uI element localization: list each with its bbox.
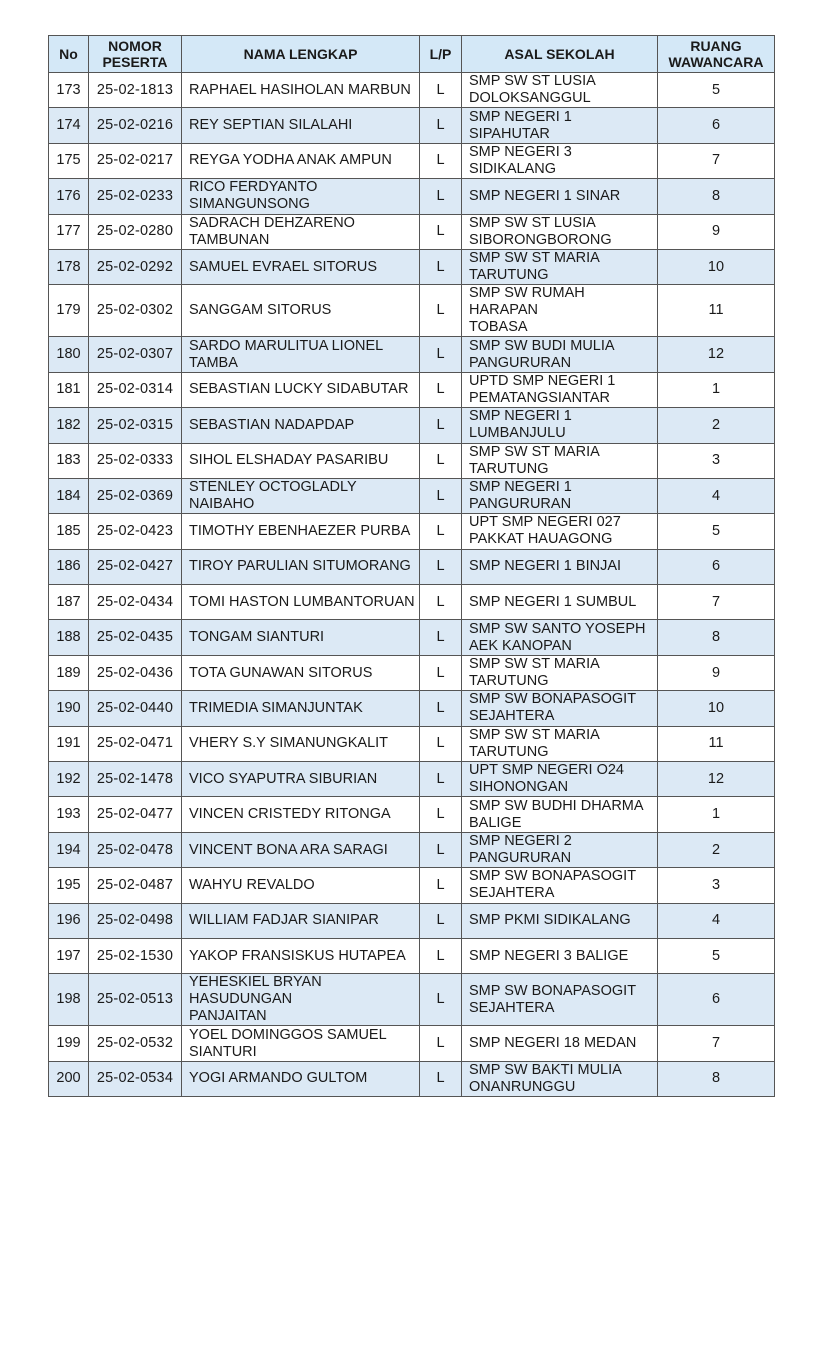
cell-lp: L xyxy=(420,408,462,443)
cell-asal-sekolah-line: SMP NEGERI 3 BALIGE xyxy=(469,947,629,964)
cell-ruang-wawancara: 7 xyxy=(658,585,775,620)
cell-nama-lengkap-line: YEHESKIEL BRYAN HASUDUNGAN xyxy=(189,974,322,1008)
table-row xyxy=(49,408,775,443)
table-row xyxy=(49,974,775,1026)
cell-asal-sekolah-line: SMP SW ST MARIA xyxy=(469,656,600,673)
cell-nama-lengkap xyxy=(182,73,420,108)
cell-nama-lengkap-line: SIANTURI xyxy=(189,1043,257,1060)
table-row xyxy=(49,514,775,549)
cell-asal-sekolah xyxy=(462,549,658,584)
cell-no: 186 xyxy=(49,549,89,584)
cell-nomor-peserta: 25-02-1813 xyxy=(89,73,182,108)
cell-nomor-peserta: 25-02-0217 xyxy=(89,143,182,178)
cell-nama-lengkap xyxy=(182,832,420,867)
cell-lp: L xyxy=(420,691,462,726)
table-row xyxy=(49,108,775,143)
cell-no: 177 xyxy=(49,214,89,249)
cell-asal-sekolah-line: SMP NEGERI 1 xyxy=(469,408,572,425)
cell-nama-lengkap xyxy=(182,285,420,337)
cell-lp: L xyxy=(420,1061,462,1096)
cell-lp: L xyxy=(420,143,462,178)
cell-nomor-peserta: 25-02-0434 xyxy=(89,585,182,620)
cell-nama-lengkap-line: VHERY S.Y SIMANUNGKALIT xyxy=(189,735,389,752)
cell-nama-lengkap xyxy=(182,762,420,797)
cell-nama-lengkap-line: TOMI HASTON LUMBANTORUAN xyxy=(189,593,415,610)
cell-no: 198 xyxy=(49,974,89,1026)
cell-nama-lengkap-line: VINCEN CRISTEDY RITONGA xyxy=(189,806,391,823)
cell-nama-lengkap xyxy=(182,249,420,284)
table-row xyxy=(49,832,775,867)
cell-nama-lengkap-line: WILLIAM FADJAR SIANIPAR xyxy=(189,912,379,929)
cell-asal-sekolah-line: PANGURURAN xyxy=(469,354,572,371)
cell-asal-sekolah-line: SMP SW ST MARIA xyxy=(469,726,600,743)
cell-asal-sekolah-line: PANGURURAN xyxy=(469,850,572,866)
cell-asal-sekolah-line: TARUTUNG xyxy=(469,460,549,477)
cell-no: 179 xyxy=(49,285,89,337)
cell-nomor-peserta: 25-02-0532 xyxy=(89,1026,182,1061)
cell-asal-sekolah-line: TARUTUNG xyxy=(469,743,549,760)
cell-nama-lengkap xyxy=(182,620,420,655)
cell-nama-lengkap-line: TOTA GUNAWAN SITORUS xyxy=(189,664,373,681)
cell-nama-lengkap-line: SADRACH DEHZARENO xyxy=(189,214,355,231)
cell-nama-lengkap-line: SEBASTIAN NADAPDAP xyxy=(189,416,355,433)
cell-nomor-peserta: 25-02-0314 xyxy=(89,372,182,407)
cell-lp: L xyxy=(420,285,462,337)
cell-asal-sekolah-line: TARUTUNG xyxy=(469,673,549,690)
cell-asal-sekolah-line: ONANRUNGGU xyxy=(469,1078,576,1095)
cell-nama-lengkap xyxy=(182,938,420,973)
header-nomor-peserta xyxy=(89,36,182,73)
cell-nama-lengkap-line: VINCENT BONA ARA SARAGI xyxy=(189,841,388,858)
cell-nama-lengkap xyxy=(182,691,420,726)
cell-lp: L xyxy=(420,108,462,143)
table-row xyxy=(49,655,775,690)
cell-lp: L xyxy=(420,726,462,761)
cell-lp: L xyxy=(420,179,462,214)
cell-nama-lengkap xyxy=(182,408,420,443)
table-row xyxy=(49,762,775,797)
table-row xyxy=(49,143,775,178)
header-ruang-wawancara xyxy=(658,36,775,73)
cell-asal-sekolah xyxy=(462,179,658,214)
table-row xyxy=(49,478,775,513)
cell-ruang-wawancara: 7 xyxy=(658,143,775,178)
cell-ruang-wawancara: 6 xyxy=(658,108,775,143)
cell-asal-sekolah-line: LUMBANJULU xyxy=(469,425,566,442)
cell-asal-sekolah xyxy=(462,108,658,143)
cell-nama-lengkap-line: SANGGAM SITORUS xyxy=(189,302,332,319)
cell-ruang-wawancara: 5 xyxy=(658,514,775,549)
cell-nomor-peserta: 25-02-0498 xyxy=(89,903,182,938)
cell-asal-sekolah xyxy=(462,408,658,443)
cell-asal-sekolah-line: SMP NEGERI 2 xyxy=(469,833,572,849)
cell-lp: L xyxy=(420,443,462,478)
cell-no: 191 xyxy=(49,726,89,761)
cell-nama-lengkap-line: TONGAM SIANTURI xyxy=(189,629,325,646)
cell-asal-sekolah-line: SMP SW SANTO YOSEPH xyxy=(469,620,646,637)
cell-lp: L xyxy=(420,797,462,832)
cell-nomor-peserta: 25-02-0233 xyxy=(89,179,182,214)
cell-asal-sekolah xyxy=(462,938,658,973)
cell-lp: L xyxy=(420,478,462,513)
cell-lp: L xyxy=(420,832,462,867)
cell-nama-lengkap xyxy=(182,514,420,549)
cell-nomor-peserta: 25-02-0369 xyxy=(89,478,182,513)
cell-nomor-peserta: 25-02-0435 xyxy=(89,620,182,655)
cell-nama-lengkap xyxy=(182,585,420,620)
header-asal-sekolah: ASAL SEKOLAH xyxy=(462,36,658,73)
cell-no: 173 xyxy=(49,73,89,108)
table-row xyxy=(49,868,775,903)
cell-nama-lengkap xyxy=(182,108,420,143)
cell-lp: L xyxy=(420,585,462,620)
cell-asal-sekolah-line: SMP SW ST MARIA xyxy=(469,250,600,267)
cell-asal-sekolah xyxy=(462,73,658,108)
cell-nomor-peserta: 25-02-0471 xyxy=(89,726,182,761)
cell-asal-sekolah-line: UPTD SMP NEGERI 1 xyxy=(469,372,616,389)
cell-nama-lengkap-line: SIHOL ELSHADAY PASARIBU xyxy=(189,452,389,469)
cell-ruang-wawancara: 10 xyxy=(658,249,775,284)
document-page xyxy=(48,35,775,1097)
cell-asal-sekolah xyxy=(462,337,658,372)
cell-asal-sekolah xyxy=(462,214,658,249)
cell-asal-sekolah-line: SMP SW ST MARIA xyxy=(469,443,600,460)
cell-ruang-wawancara: 9 xyxy=(658,655,775,690)
cell-nama-lengkap-line: PANJAITAN xyxy=(189,1008,267,1025)
table-header xyxy=(49,36,775,73)
table-row xyxy=(49,285,775,337)
cell-asal-sekolah xyxy=(462,1061,658,1096)
table-row xyxy=(49,585,775,620)
cell-lp: L xyxy=(420,73,462,108)
cell-lp: L xyxy=(420,620,462,655)
header-ruang-line2: WAWANCARA xyxy=(668,54,764,70)
cell-lp: L xyxy=(420,1026,462,1061)
cell-asal-sekolah-line: SMP SW BONAPASOGIT xyxy=(469,868,637,885)
cell-lp: L xyxy=(420,938,462,973)
cell-nama-lengkap-line: TIROY PARULIAN SITUMORANG xyxy=(189,558,411,575)
cell-nama-lengkap xyxy=(182,337,420,372)
table-row xyxy=(49,443,775,478)
cell-asal-sekolah xyxy=(462,762,658,797)
cell-asal-sekolah-line: SMP SW ST LUSIA xyxy=(469,214,596,231)
cell-asal-sekolah-line: SMP NEGERI 1 xyxy=(469,479,572,496)
cell-asal-sekolah-line: UPT SMP NEGERI O24 xyxy=(469,762,624,779)
cell-ruang-wawancara: 10 xyxy=(658,691,775,726)
cell-nama-lengkap xyxy=(182,143,420,178)
cell-nomor-peserta: 25-02-0302 xyxy=(89,285,182,337)
cell-asal-sekolah xyxy=(462,514,658,549)
cell-nama-lengkap xyxy=(182,903,420,938)
cell-asal-sekolah-line: SEJAHTERA xyxy=(469,885,555,902)
cell-asal-sekolah-line: SEJAHTERA xyxy=(469,999,555,1016)
cell-asal-sekolah-line: UPT SMP NEGERI 027 xyxy=(469,514,621,531)
cell-ruang-wawancara: 9 xyxy=(658,214,775,249)
cell-ruang-wawancara: 8 xyxy=(658,1061,775,1096)
cell-nomor-peserta: 25-02-0477 xyxy=(89,797,182,832)
cell-asal-sekolah xyxy=(462,691,658,726)
cell-no: 176 xyxy=(49,179,89,214)
cell-nomor-peserta: 25-02-0513 xyxy=(89,974,182,1026)
cell-no: 200 xyxy=(49,1061,89,1096)
cell-nama-lengkap xyxy=(182,797,420,832)
cell-nama-lengkap xyxy=(182,549,420,584)
header-ruang-line1: RUANG xyxy=(690,38,742,54)
cell-asal-sekolah xyxy=(462,655,658,690)
cell-nomor-peserta: 25-02-1478 xyxy=(89,762,182,797)
cell-nomor-peserta: 25-02-0487 xyxy=(89,868,182,903)
cell-asal-sekolah xyxy=(462,372,658,407)
cell-no: 183 xyxy=(49,443,89,478)
participant-table xyxy=(48,35,775,1097)
table-row xyxy=(49,73,775,108)
cell-no: 196 xyxy=(49,903,89,938)
header-lp: L/P xyxy=(420,36,462,73)
table-row xyxy=(49,337,775,372)
cell-nomor-peserta: 25-02-0534 xyxy=(89,1061,182,1096)
cell-no: 178 xyxy=(49,249,89,284)
cell-asal-sekolah-line: PEMATANGSIANTAR xyxy=(469,389,610,406)
cell-no: 197 xyxy=(49,938,89,973)
cell-asal-sekolah-line: SMP NEGERI 1 SUMBUL xyxy=(469,593,637,610)
cell-ruang-wawancara: 5 xyxy=(658,938,775,973)
table-row xyxy=(49,797,775,832)
cell-lp: L xyxy=(420,214,462,249)
cell-lp: L xyxy=(420,903,462,938)
cell-asal-sekolah-line: SMP PKMI SIDIKALANG xyxy=(469,912,631,929)
cell-ruang-wawancara: 3 xyxy=(658,443,775,478)
cell-nama-lengkap-line: STENLEY OCTOGLADLY NAIBAHO xyxy=(189,479,357,513)
cell-no: 180 xyxy=(49,337,89,372)
cell-nama-lengkap xyxy=(182,868,420,903)
cell-asal-sekolah-line: TARUTUNG xyxy=(469,267,549,284)
cell-asal-sekolah-line: SMP SW BUDHI DHARMA xyxy=(469,797,644,814)
cell-ruang-wawancara: 12 xyxy=(658,337,775,372)
cell-ruang-wawancara: 7 xyxy=(658,1026,775,1061)
table-row xyxy=(49,372,775,407)
cell-asal-sekolah-line: SMP SW ST LUSIA xyxy=(469,73,596,90)
cell-ruang-wawancara: 4 xyxy=(658,903,775,938)
cell-no: 192 xyxy=(49,762,89,797)
cell-nama-lengkap-line: SEBASTIAN LUCKY SIDABUTAR xyxy=(189,381,409,398)
header-nomor-line1: NOMOR xyxy=(108,38,162,54)
cell-ruang-wawancara: 6 xyxy=(658,549,775,584)
cell-asal-sekolah-line: BALIGE xyxy=(469,814,522,831)
cell-asal-sekolah-line: SMP SW RUMAH HARAPAN xyxy=(469,285,585,319)
table-row xyxy=(49,691,775,726)
cell-no: 195 xyxy=(49,868,89,903)
cell-asal-sekolah-line: SIDIKALANG xyxy=(469,160,557,177)
cell-nama-lengkap-line: SAMUEL EVRAEL SITORUS xyxy=(189,258,378,275)
cell-nama-lengkap-line: TRIMEDIA SIMANJUNTAK xyxy=(189,699,363,716)
cell-nama-lengkap-line: SARDO MARULITUA LIONEL xyxy=(189,337,384,354)
cell-nomor-peserta: 25-02-0333 xyxy=(89,443,182,478)
cell-ruang-wawancara: 8 xyxy=(658,179,775,214)
cell-asal-sekolah xyxy=(462,143,658,178)
cell-asal-sekolah xyxy=(462,443,658,478)
cell-no: 185 xyxy=(49,514,89,549)
cell-ruang-wawancara: 2 xyxy=(658,832,775,867)
cell-no: 188 xyxy=(49,620,89,655)
table-row xyxy=(49,903,775,938)
cell-nama-lengkap xyxy=(182,1026,420,1061)
cell-lp: L xyxy=(420,655,462,690)
cell-nomor-peserta: 25-02-0216 xyxy=(89,108,182,143)
cell-nama-lengkap-line: REYGA YODHA ANAK AMPUN xyxy=(189,152,392,169)
cell-no: 189 xyxy=(49,655,89,690)
cell-nama-lengkap-line: VICO SYAPUTRA SIBURIAN xyxy=(189,770,378,787)
cell-nama-lengkap-line: YOEL DOMINGGOS SAMUEL xyxy=(189,1026,387,1043)
cell-nomor-peserta: 25-02-0315 xyxy=(89,408,182,443)
header-nomor-line2: PESERTA xyxy=(102,54,168,70)
cell-asal-sekolah-line: SIHONONGAN xyxy=(469,779,569,796)
cell-nama-lengkap xyxy=(182,1061,420,1096)
cell-nama-lengkap xyxy=(182,726,420,761)
cell-no: 175 xyxy=(49,143,89,178)
cell-asal-sekolah-line: PANGURURAN xyxy=(469,496,572,513)
cell-nama-lengkap xyxy=(182,179,420,214)
cell-asal-sekolah xyxy=(462,285,658,337)
cell-nama-lengkap-line: WAHYU REVALDO xyxy=(189,876,315,893)
cell-nama-lengkap-line: REY SEPTIAN SILALAHI xyxy=(189,117,353,134)
cell-nomor-peserta: 25-02-0427 xyxy=(89,549,182,584)
table-row xyxy=(49,179,775,214)
cell-asal-sekolah-line: AEK KANOPAN xyxy=(469,637,572,654)
cell-lp: L xyxy=(420,762,462,797)
cell-asal-sekolah xyxy=(462,868,658,903)
cell-asal-sekolah xyxy=(462,832,658,867)
cell-nomor-peserta: 25-02-1530 xyxy=(89,938,182,973)
cell-asal-sekolah xyxy=(462,974,658,1026)
cell-asal-sekolah-line: TOBASA xyxy=(469,319,528,336)
cell-ruang-wawancara: 2 xyxy=(658,408,775,443)
cell-ruang-wawancara: 5 xyxy=(658,73,775,108)
cell-nomor-peserta: 25-02-0478 xyxy=(89,832,182,867)
cell-asal-sekolah-line: SMP NEGERI 1 SIPAHUTAR xyxy=(469,108,572,142)
cell-nama-lengkap-line: YAKOP FRANSISKUS HUTAPEA xyxy=(189,947,406,964)
cell-ruang-wawancara: 6 xyxy=(658,974,775,1026)
cell-ruang-wawancara: 3 xyxy=(658,868,775,903)
cell-no: 187 xyxy=(49,585,89,620)
cell-nama-lengkap xyxy=(182,214,420,249)
table-row xyxy=(49,214,775,249)
cell-ruang-wawancara: 1 xyxy=(658,797,775,832)
cell-asal-sekolah xyxy=(462,620,658,655)
table-row xyxy=(49,549,775,584)
cell-asal-sekolah xyxy=(462,478,658,513)
cell-nama-lengkap xyxy=(182,974,420,1026)
cell-asal-sekolah xyxy=(462,585,658,620)
cell-nama-lengkap xyxy=(182,655,420,690)
cell-lp: L xyxy=(420,868,462,903)
table-row xyxy=(49,249,775,284)
cell-asal-sekolah-line: SIBORONGBORONG xyxy=(469,231,612,248)
cell-asal-sekolah-line: SMP NEGERI 18 MEDAN xyxy=(469,1035,637,1052)
cell-asal-sekolah-line: PAKKAT HAUAGONG xyxy=(469,531,613,548)
cell-asal-sekolah-line: SMP SW BONAPASOGIT xyxy=(469,982,637,999)
table-row xyxy=(49,1061,775,1096)
table-row xyxy=(49,1026,775,1061)
table-row xyxy=(49,726,775,761)
cell-ruang-wawancara: 4 xyxy=(658,478,775,513)
cell-nomor-peserta: 25-02-0307 xyxy=(89,337,182,372)
cell-nomor-peserta: 25-02-0280 xyxy=(89,214,182,249)
cell-ruang-wawancara: 1 xyxy=(658,372,775,407)
cell-no: 193 xyxy=(49,797,89,832)
cell-ruang-wawancara: 11 xyxy=(658,285,775,337)
cell-asal-sekolah-line: SMP NEGERI 3 xyxy=(469,143,572,160)
cell-no: 182 xyxy=(49,408,89,443)
cell-ruang-wawancara: 12 xyxy=(658,762,775,797)
table-row xyxy=(49,938,775,973)
cell-lp: L xyxy=(420,337,462,372)
cell-nama-lengkap-line: RICO FERDYANTO xyxy=(189,179,318,196)
table-row xyxy=(49,620,775,655)
cell-no: 181 xyxy=(49,372,89,407)
cell-nomor-peserta: 25-02-0292 xyxy=(89,249,182,284)
cell-asal-sekolah-line: SMP NEGERI 1 BINJAI xyxy=(469,558,622,575)
cell-no: 199 xyxy=(49,1026,89,1061)
cell-nama-lengkap-line: TAMBUNAN xyxy=(189,231,270,248)
cell-asal-sekolah-line: SMP SW BONAPASOGIT xyxy=(469,691,637,708)
cell-asal-sekolah-line: SMP NEGERI 1 SINAR xyxy=(469,187,621,204)
cell-nama-lengkap-line: RAPHAEL HASIHOLAN MARBUN xyxy=(189,81,411,98)
cell-asal-sekolah xyxy=(462,1026,658,1061)
cell-nomor-peserta: 25-02-0440 xyxy=(89,691,182,726)
cell-lp: L xyxy=(420,974,462,1026)
cell-lp: L xyxy=(420,549,462,584)
cell-asal-sekolah-line: DOLOKSANGGUL xyxy=(469,90,591,107)
cell-nama-lengkap xyxy=(182,443,420,478)
cell-no: 174 xyxy=(49,108,89,143)
cell-no: 184 xyxy=(49,478,89,513)
cell-nama-lengkap-line: TAMBA xyxy=(189,354,238,371)
cell-asal-sekolah-line: SEJAHTERA xyxy=(469,708,555,725)
cell-nama-lengkap xyxy=(182,372,420,407)
cell-asal-sekolah-line: SMP SW BAKTI MULIA xyxy=(469,1061,622,1078)
cell-asal-sekolah-line: SMP SW BUDI MULIA xyxy=(469,337,615,354)
cell-nama-lengkap xyxy=(182,478,420,513)
cell-asal-sekolah xyxy=(462,726,658,761)
cell-nomor-peserta: 25-02-0423 xyxy=(89,514,182,549)
header-row xyxy=(49,36,775,73)
cell-nomor-peserta: 25-02-0436 xyxy=(89,655,182,690)
cell-nama-lengkap-line: TIMOTHY EBENHAEZER PURBA xyxy=(189,522,411,539)
cell-lp: L xyxy=(420,372,462,407)
cell-nama-lengkap-line: YOGI ARMANDO GULTOM xyxy=(189,1070,368,1087)
cell-nama-lengkap-line: SIMANGUNSONG xyxy=(189,196,310,213)
cell-asal-sekolah xyxy=(462,903,658,938)
cell-ruang-wawancara: 11 xyxy=(658,726,775,761)
cell-ruang-wawancara: 8 xyxy=(658,620,775,655)
cell-no: 190 xyxy=(49,691,89,726)
cell-asal-sekolah xyxy=(462,249,658,284)
cell-asal-sekolah xyxy=(462,797,658,832)
header-nama-lengkap: NAMA LENGKAP xyxy=(182,36,420,73)
cell-lp: L xyxy=(420,514,462,549)
cell-no: 194 xyxy=(49,832,89,867)
header-no: No xyxy=(49,36,89,73)
table-body xyxy=(49,73,775,1097)
cell-lp: L xyxy=(420,249,462,284)
